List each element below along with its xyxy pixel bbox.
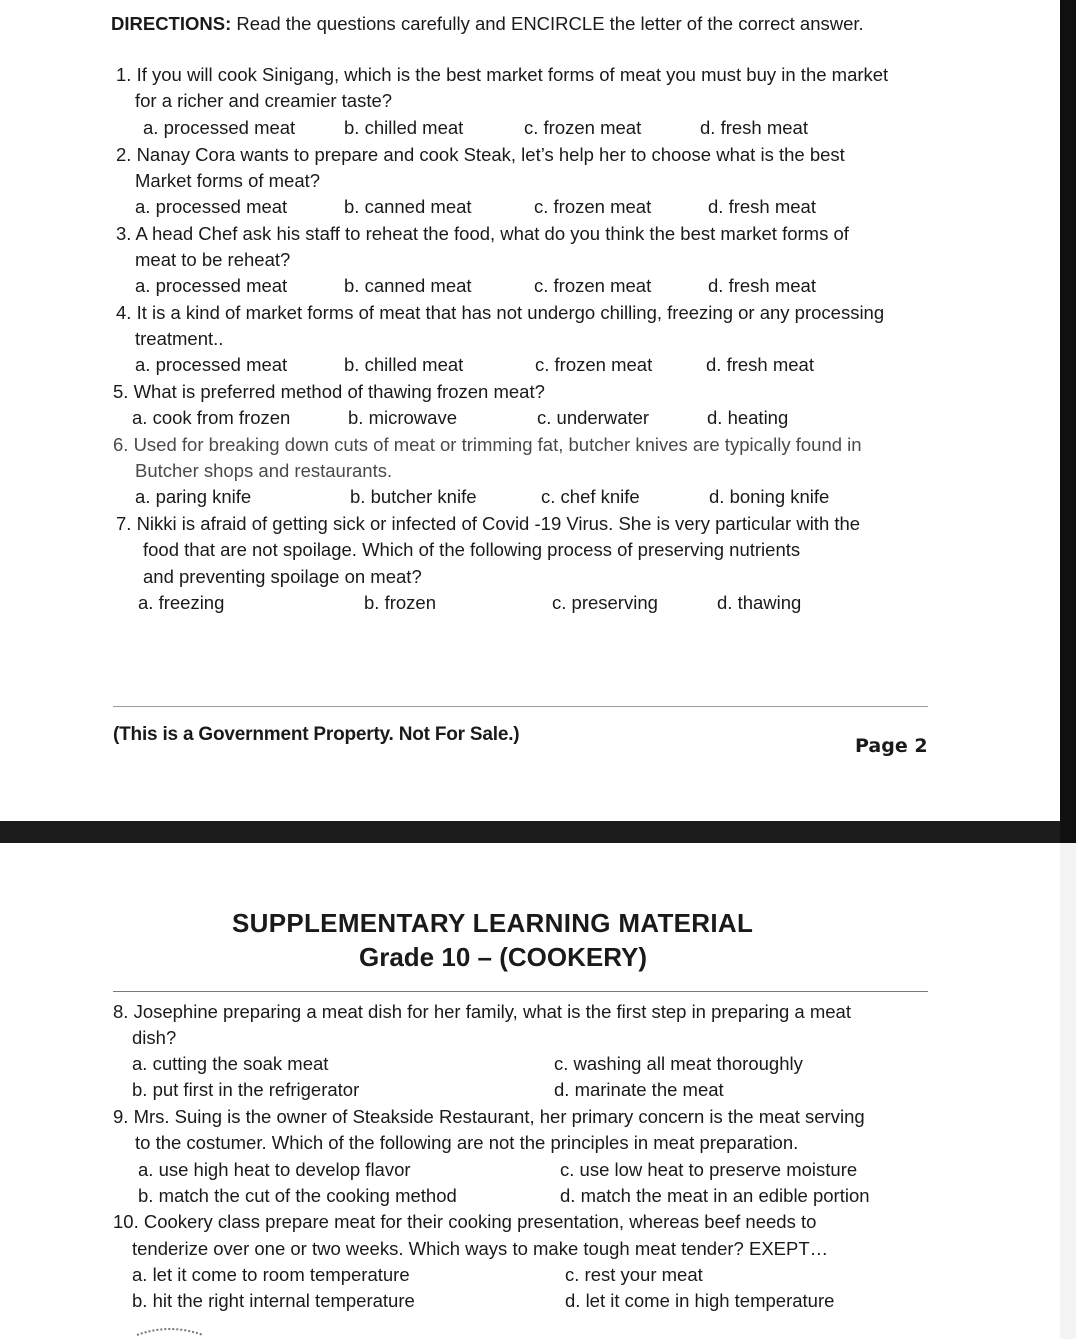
q3-option-a: a. processed meat (135, 275, 288, 296)
q6-option-d: d. boning knife (709, 486, 830, 507)
q10-line2: tenderize over one or two weeks. Which ways to make tough meat tender? EXEPT… (132, 1238, 829, 1259)
footer-note: (This is a Government Property. Not For Sale.) (113, 724, 520, 745)
q3-line2: meat to be reheat? (135, 249, 291, 270)
q9-line2: to the costumer. Which of the following are not the principles in meat preparation. (135, 1132, 799, 1153)
q7-line1: 7. Nikki is afraid of getting sick or infected of Covid -19 Virus. She is very particular with the (116, 513, 861, 534)
q7-option-a: a. freezing (138, 592, 225, 613)
q6-option-c: c. chef knife (541, 486, 640, 507)
q1-line2: for a richer and creamier taste? (135, 90, 393, 111)
q3-option-d: d. fresh meat (708, 275, 816, 296)
q4-line1: 4. It is a kind of market forms of meat that has not undergo chilling, freezing or any processing (116, 302, 885, 323)
q9-option-c: c. use low heat to preserve moisture (560, 1159, 858, 1180)
q9-option-b: b. match the cut of the cooking method (138, 1185, 457, 1206)
q8-option-d: d. marinate the meat (554, 1079, 724, 1100)
q7-line2: food that are not spoilage. Which of the following process of preserving nutrients (143, 539, 801, 560)
page-separator (0, 821, 1060, 843)
header-divider (113, 991, 928, 992)
q2-option-d: d. fresh meat (708, 196, 816, 217)
q3-line1: 3. A head Chef ask his staff to reheat the food, what do you think the best market forms of (116, 223, 849, 244)
q9-option-d: d. match the meat in an edible portion (560, 1185, 870, 1206)
q7-line3: and preventing spoilage on meat? (143, 566, 422, 587)
q10-option-a: a. let it come to room temperature (132, 1264, 410, 1285)
q1-option-d: d. fresh meat (700, 117, 808, 138)
q5-option-c: c. underwater (537, 407, 650, 428)
q6-option-a: a. paring knife (135, 486, 252, 507)
q3-option-c: c. frozen meat (534, 275, 652, 296)
q4-option-a: a. processed meat (135, 354, 288, 375)
q4-option-b: b. chilled meat (344, 354, 464, 375)
scan-edge-lower (1060, 843, 1076, 1339)
directions (111, 12, 864, 36)
q5-option-a: a. cook from frozen (132, 407, 291, 428)
q1-line1: 1. If you will cook Sinigang, which is the best market forms of meat you must buy in the market (116, 64, 889, 85)
q8-line1: 8. Josephine preparing a meat dish for her family, what is the first step in preparing a meat (113, 1001, 851, 1022)
q2-option-b: b. canned meat (344, 196, 472, 217)
decorative-dots (135, 1325, 205, 1337)
q10-option-c: c. rest your meat (565, 1264, 703, 1285)
q3-option-b: b. canned meat (344, 275, 472, 296)
q4-line2: treatment.. (135, 328, 224, 349)
q10-option-d: d. let it come in high temperature (565, 1290, 835, 1311)
q9-option-a: a. use high heat to develop flavor (138, 1159, 411, 1180)
q9-line1: 9. Mrs. Suing is the owner of Steakside Restaurant, her primary concern is the meat serving (113, 1106, 865, 1127)
q7-option-d: d. thawing (717, 592, 802, 613)
q8-option-c: c. washing all meat thoroughly (554, 1053, 803, 1074)
q8-line2: dish? (132, 1027, 177, 1048)
footer-divider (113, 706, 928, 707)
q8-option-a: a. cutting the soak meat (132, 1053, 329, 1074)
page-number: Page 2 (855, 735, 928, 757)
q1-option-c: c. frozen meat (524, 117, 642, 138)
material-title: SUPPLEMENTARY LEARNING MATERIAL (232, 908, 754, 938)
q2-line1: 2. Nanay Cora wants to prepare and cook Steak, let’s help her to choose what is the best (116, 144, 845, 165)
q8-option-b: b. put first in the refrigerator (132, 1079, 360, 1100)
q6-option-b: b. butcher knife (350, 486, 477, 507)
q4-option-c: c. frozen meat (535, 354, 653, 375)
q5-option-d: d. heating (707, 407, 789, 428)
q1-option-a: a. processed meat (143, 117, 296, 138)
q1-option-b: b. chilled meat (344, 117, 464, 138)
q5-option-b: b. microwave (348, 407, 457, 428)
q10-line1: 10. Cookery class prepare meat for their cooking presentation, whereas beef needs to (113, 1211, 817, 1232)
q5-line1: 5. What is preferred method of thawing frozen meat? (113, 381, 545, 402)
directions-label: DIRECTIONS: (111, 13, 232, 34)
q2-option-c: c. frozen meat (534, 196, 652, 217)
grade-subtitle: Grade 10 – (COOKERY) (359, 942, 648, 972)
q6-line2: Butcher shops and restaurants. (135, 460, 393, 481)
q2-line2: Market forms of meat? (135, 170, 321, 191)
directions-text: Read the questions carefully and ENCIRCLE the letter of the correct answer. (236, 13, 864, 34)
q4-option-d: d. fresh meat (706, 354, 814, 375)
q10-option-b: b. hit the right internal temperature (132, 1290, 415, 1311)
q7-option-b: b. frozen (364, 592, 436, 613)
q2-option-a: a. processed meat (135, 196, 288, 217)
q6-line1: 6. Used for breaking down cuts of meat or trimming fat, butcher knives are typically found in (113, 434, 862, 455)
q7-option-c: c. preserving (552, 592, 658, 613)
